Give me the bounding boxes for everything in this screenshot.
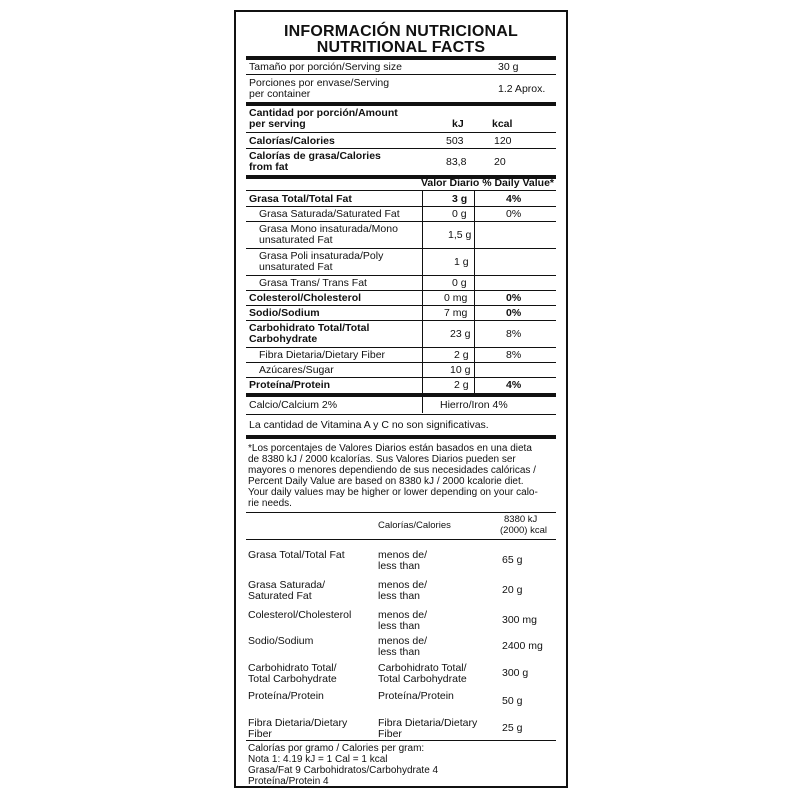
kj-header: kJ: [452, 118, 464, 130]
divider: [246, 320, 556, 321]
nutrient-mono-fat-1: Grasa Mono insaturada/Mono: [259, 223, 398, 235]
divider: [246, 102, 556, 106]
footnote-line: *Los porcentajes de Valores Diarios están basados en una dieta: [248, 443, 532, 454]
divider: [246, 132, 556, 133]
calories-per-gram-line: Calorías por gramo / Calories per gram:: [248, 743, 425, 754]
calories-kcal: 120: [494, 135, 512, 147]
servings-per-container-value: 1.2 Aprox.: [498, 83, 546, 95]
saturated-fat-amount: 0 g: [452, 208, 467, 220]
divider: [246, 414, 556, 415]
sodium-amount: 7 mg: [444, 307, 468, 319]
reference-qualifier: Fiber: [378, 728, 402, 740]
nutrient-sodium: Sodio/Sodium: [249, 307, 320, 319]
divider: [246, 290, 556, 291]
cholesterol-amount: 0 mg: [444, 292, 468, 304]
reference-qualifier: menos de/: [378, 609, 428, 621]
fiber-amount: 2 g: [454, 349, 469, 361]
divider: [246, 305, 556, 306]
nutrient-carbohydrate-1: Carbohidrato Total/Total: [249, 322, 370, 334]
sodium-dv: 0%: [506, 307, 522, 319]
calories-per-gram: [248, 743, 554, 787]
cholesterol-dv: 0%: [506, 292, 522, 304]
poly-fat-amount: 1 g: [454, 256, 469, 268]
divider: [246, 190, 556, 191]
footnote-line: mayores o menores dependiendo de sus necesidades calóricas /: [248, 465, 536, 476]
fiber-dv: 8%: [506, 349, 522, 361]
divider: [246, 56, 556, 60]
divider: [246, 512, 556, 513]
footnote-line: Your daily values may be higher or lower depending on your calo-: [248, 487, 538, 498]
nutrient-carbohydrate-2: Carbohydrate: [249, 333, 318, 345]
fat-calories-kcal: 20: [494, 156, 506, 168]
total-fat-dv: 4%: [506, 193, 522, 205]
trans-fat-amount: 0 g: [452, 277, 467, 289]
reference-nutrient-label: Proteína/Protein: [248, 690, 324, 702]
servings-per-container-label-2: per container: [249, 88, 311, 100]
reference-value: 25 g: [502, 722, 523, 734]
sugar-amount: 10 g: [450, 364, 471, 376]
reference-nutrient-label: Fibra Dietaria/Dietary: [248, 717, 348, 729]
divider: [246, 393, 556, 397]
calories-kj: 503: [446, 135, 464, 147]
calories-per-gram-line: Nota 1: 4.19 kJ = 1 Cal = 1 kcal: [248, 754, 388, 765]
reference-qualifier: Total Carbohydrate: [378, 673, 467, 685]
divider: [246, 347, 556, 348]
reference-nutrient-label: Carbohidrato Total/: [248, 662, 337, 674]
divider: [246, 248, 556, 249]
column-divider: [422, 397, 423, 413]
fat-calories-kj: 83,8: [446, 156, 467, 168]
saturated-fat-dv: 0%: [506, 208, 522, 220]
carbohydrate-amount: 23 g: [450, 328, 471, 340]
reference-nutrient-label: Sodio/Sodium: [248, 635, 314, 647]
nutrient-sugar: Azúcares/Sugar: [259, 364, 334, 376]
reference-nutrient-label: Saturated Fat: [248, 590, 312, 602]
amount-per-serving-label-2: per serving: [249, 118, 306, 130]
divider: [246, 362, 556, 363]
daily-value-header: Valor Diario % Daily Value*: [420, 177, 554, 189]
reference-qualifier: less than: [378, 590, 421, 602]
reference-qualifier: Fibra Dietaria/Dietary: [378, 717, 478, 729]
reference-nutrient-label: Grasa Total/Total Fat: [248, 549, 345, 561]
reference-value-header-2: (2000) kcal: [500, 525, 547, 536]
calories-per-gram-line: Proteína/Protein 4: [248, 776, 329, 787]
divider: [246, 74, 556, 75]
vitamins-note: La cantidad de Vitamina A y C no son significativas.: [249, 419, 489, 431]
nutrient-poly-fat-1: Grasa Poli insaturada/Poly: [259, 250, 384, 262]
reference-value: 300 mg: [502, 614, 538, 626]
iron-value: Hierro/Iron 4%: [440, 399, 508, 411]
reference-value: 300 g: [502, 667, 529, 679]
nutrient-trans-fat: Grasa Trans/ Trans Fat: [259, 277, 367, 289]
daily-value-footnote: [248, 443, 554, 509]
fat-calories-label-2: from fat: [249, 161, 289, 173]
divider: [246, 275, 556, 276]
calories-label: Calorías/Calories: [249, 135, 335, 147]
calories-per-gram-line: Grasa/Fat 9 Carbohidratos/Carbohydrate 4: [248, 765, 439, 776]
reference-qualifier: Proteína/Protein: [378, 690, 454, 702]
nutrient-mono-fat-2: unsaturated Fat: [259, 234, 333, 246]
reference-qualifier: less than: [378, 560, 421, 572]
nutrient-fiber: Fibra Dietaria/Dietary Fiber: [259, 349, 386, 361]
mono-fat-amount: 1,5 g: [448, 229, 472, 241]
reference-value: 20 g: [502, 584, 523, 596]
serving-size-value: 30 g: [498, 61, 519, 73]
reference-nutrient-label: Colesterol/Cholesterol: [248, 609, 352, 621]
reference-qualifier: less than: [378, 646, 421, 658]
reference-value: 65 g: [502, 554, 523, 566]
footnote-line: Percent Daily Value are based on 8380 kJ / 2000 kcalorie diet.: [248, 476, 524, 487]
divider: [246, 377, 556, 378]
footnote-line: de 8380 kJ / 2000 kcalorías. Sus Valores Diarios pueden ser: [248, 454, 516, 465]
title-spanish: INFORMACIÓN NUTRICIONAL: [284, 23, 518, 40]
reference-qualifier: Carbohidrato Total/: [378, 662, 467, 674]
fat-calories-label-1: Calorías de grasa/Calories: [249, 150, 381, 162]
reference-qualifier: menos de/: [378, 549, 428, 561]
nutrient-poly-fat-2: unsaturated Fat: [259, 261, 333, 273]
amount-per-serving-label-1: Cantidad por porción/Amount: [249, 107, 398, 119]
nutrient-total-fat: Grasa Total/Total Fat: [249, 193, 352, 205]
reference-nutrient-label: Total Carbohydrate: [248, 673, 337, 685]
nutrition-facts-label: [234, 10, 568, 788]
divider: [246, 539, 556, 540]
reference-calories-header: Calorías/Calories: [378, 520, 451, 531]
reference-qualifier: menos de/: [378, 579, 428, 591]
reference-qualifier: less than: [378, 620, 421, 632]
servings-per-container-label-1: Porciones por envase/Serving: [249, 77, 390, 89]
reference-nutrient-label: Grasa Saturada/: [248, 579, 326, 591]
footnote-line: rie needs.: [248, 498, 292, 509]
label-title: [236, 12, 566, 56]
divider: [246, 435, 556, 439]
calcium-value: Calcio/Calcium 2%: [249, 399, 338, 411]
serving-size-label: Tamaño por porción/Serving size: [249, 61, 402, 73]
kcal-header: kcal: [492, 118, 513, 130]
reference-value: 2400 mg: [502, 640, 543, 652]
reference-value-header-1: 8380 kJ: [504, 514, 538, 525]
title-english: NUTRITIONAL FACTS: [316, 39, 486, 56]
nutrient-cholesterol: Colesterol/Cholesterol: [249, 292, 362, 304]
reference-value: 50 g: [502, 695, 523, 707]
divider: [246, 206, 556, 207]
reference-qualifier: menos de/: [378, 635, 428, 647]
divider: [246, 740, 556, 741]
reference-nutrient-label: Fiber: [248, 728, 272, 740]
total-fat-amount: 3 g: [452, 193, 468, 205]
carbohydrate-dv: 8%: [506, 328, 522, 340]
divider: [246, 221, 556, 222]
protein-dv: 4%: [506, 379, 522, 391]
nutrient-protein: Proteína/Protein: [249, 379, 331, 391]
protein-amount: 2 g: [454, 379, 469, 391]
divider: [246, 148, 556, 149]
nutrient-saturated-fat: Grasa Saturada/Saturated Fat: [259, 208, 400, 220]
